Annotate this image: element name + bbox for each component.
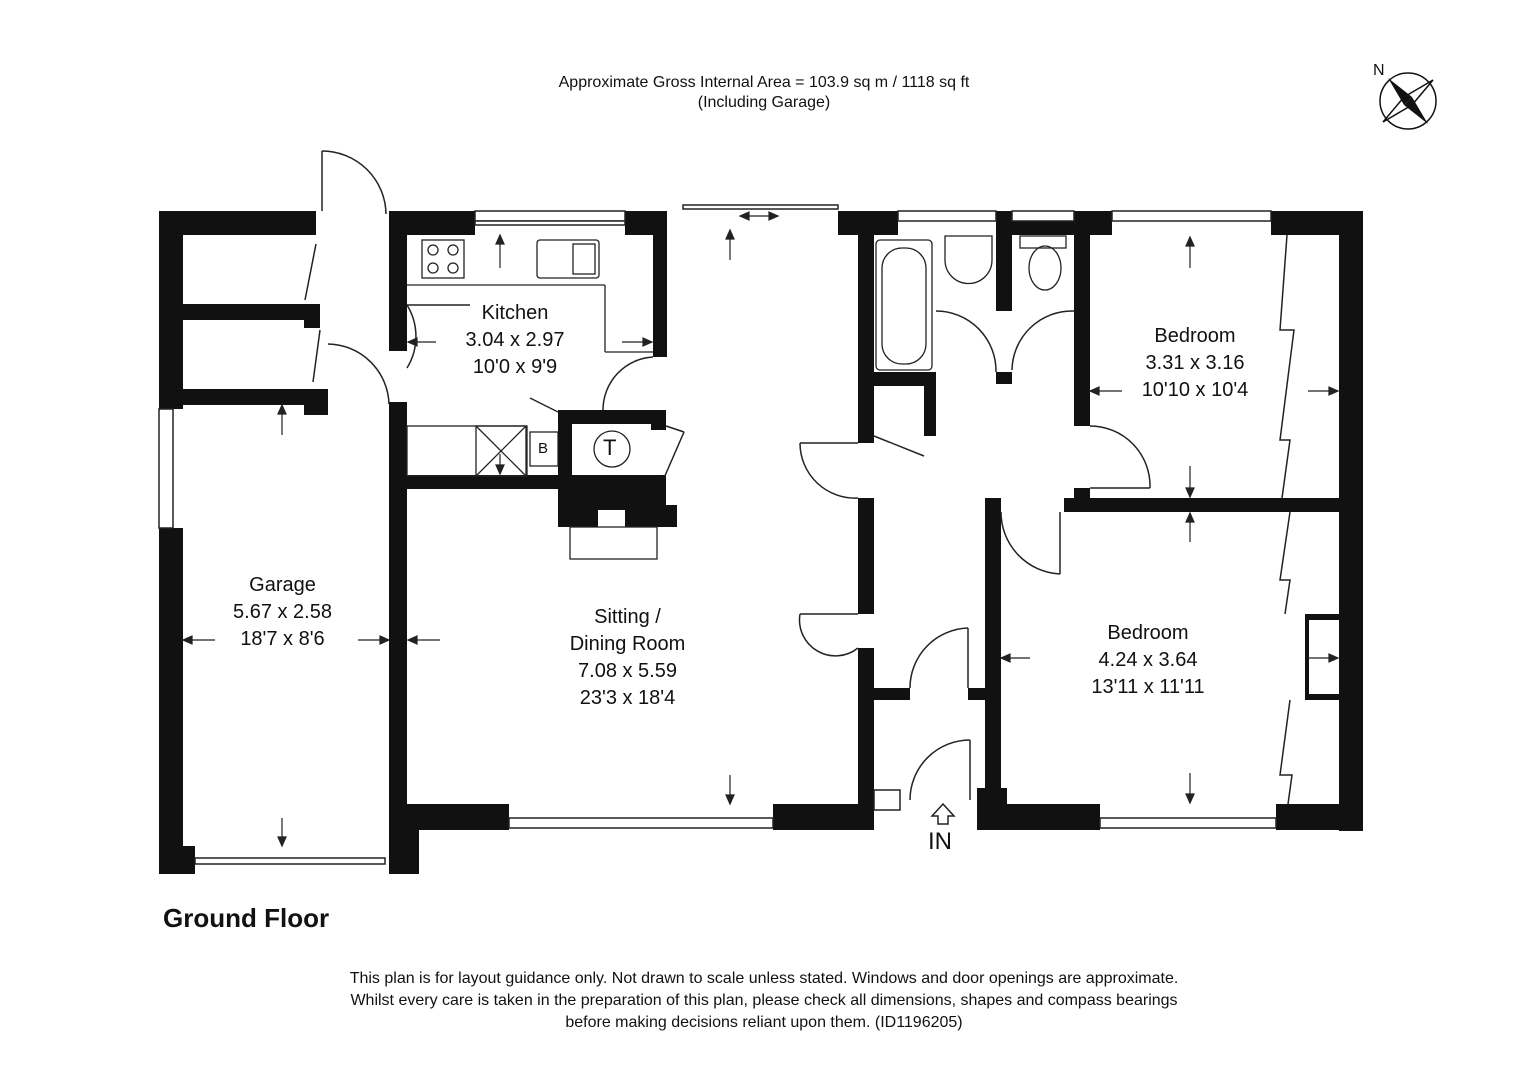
kitchen-metric: 3.04 x 2.97	[465, 329, 565, 351]
bedroom-1-label	[1115, 323, 1275, 404]
bedroom-2-name: Bedroom	[1107, 622, 1189, 644]
north-compass-icon	[1380, 73, 1436, 129]
floor-title: Ground Floor	[163, 903, 330, 933]
disclaimer-line-1: This plan is for layout guidance only. Not drawn to scale unless stated. Windows and door openings are approximate.	[349, 970, 1179, 987]
bedroom-1-imperial: 10'10 x 10'4	[1141, 379, 1249, 401]
garage-metric: 5.67 x 2.58	[233, 601, 332, 623]
bedroom-2-imperial: 13'11 x 11'11	[1091, 676, 1205, 698]
sitting-name: Sitting /	[594, 606, 661, 628]
kitchen-imperial: 10'0 x 9'9	[472, 356, 558, 378]
north-label: N	[1373, 62, 1385, 79]
garage-name: Garage	[249, 574, 316, 596]
kitchen-fixtures	[407, 240, 657, 559]
windows	[159, 205, 1276, 864]
kitchen-name: Kitchen	[481, 302, 549, 324]
garage-note-text: (Including Garage)	[697, 94, 831, 111]
dimension-markers	[183, 212, 1338, 846]
gross-area-text: Approximate Gross Internal Area = 103.9 sq m / 1118 sq ft	[558, 74, 970, 91]
boiler-label: B	[538, 440, 549, 457]
disclaimer	[0, 968, 1528, 1034]
kitchen-label	[440, 300, 590, 381]
sitting-imperial: 23'3 x 18'4	[579, 687, 676, 709]
tank-label: T	[603, 435, 617, 460]
garage-imperial: 18'7 x 8'6	[240, 628, 325, 650]
disclaimer-line-3: before making decisions reliant upon them. (ID1196205)	[565, 1014, 963, 1031]
garage-label	[200, 572, 365, 653]
sitting-metric: 7.08 x 5.59	[578, 660, 677, 682]
bedroom-2-metric: 4.24 x 3.64	[1098, 649, 1198, 671]
sitting-room-label	[540, 604, 715, 712]
entrance-label: IN	[928, 828, 952, 855]
bedroom-1-metric: 3.31 x 3.16	[1145, 352, 1245, 374]
entrance-arrow-icon	[932, 804, 954, 824]
bedroom-1-name: Bedroom	[1154, 325, 1236, 347]
disclaimer-line-2: Whilst every care is taken in the preparation of this plan, please check all dimensions, shapes and compass bearings	[350, 992, 1178, 1009]
bedroom-2-label	[1068, 620, 1228, 701]
sitting-name-second-line: Dining Room	[569, 633, 686, 655]
exterior-walls	[159, 211, 1363, 874]
bathroom-fixtures	[876, 236, 1066, 370]
